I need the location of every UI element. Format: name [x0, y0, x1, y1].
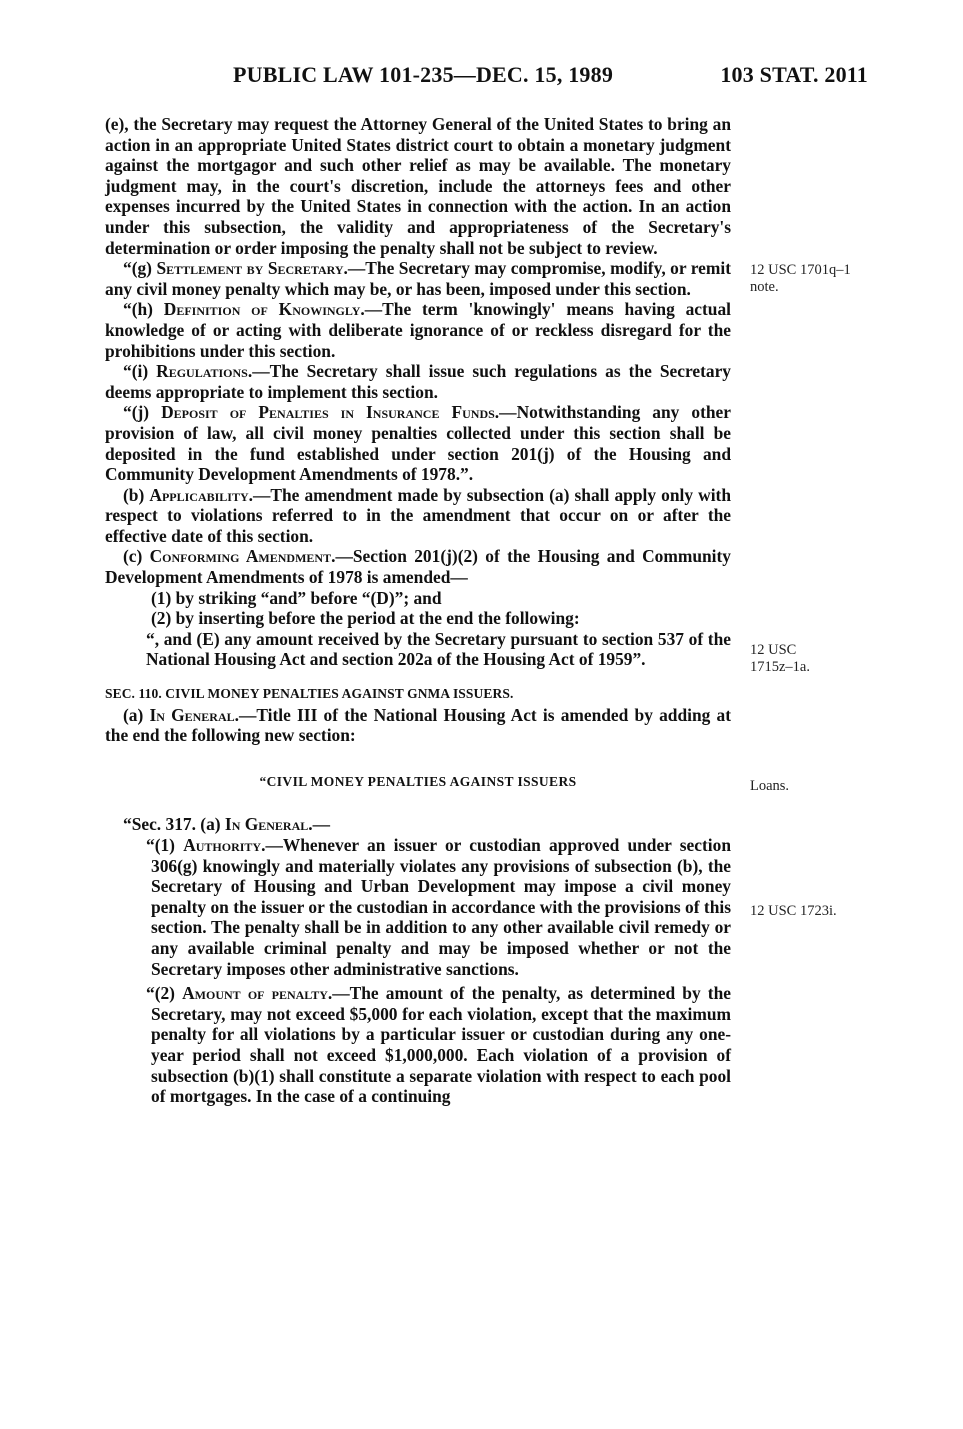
margin-note-usc-1723i: 12 USC 1723i. [750, 903, 837, 919]
paragraph-continuation: (e), the Secretary may request the Attorney General of the United States to bring an action in an appropriate United States district court to obtain a monetary judgment against the mortgagor and such other relief as may be available. The monetary judgment may, in the court's discretion, include the attorneys fees and other expenses incurred by the United States in connection with the action. In an action under this subsection, the validity and appropriateness of the Secretary's determination or order imposing the penalty shall not be subject to review. [105, 114, 731, 258]
paragraph-c2-quote: “, and (E) any amount received by the Secretary pursuant to section 537 of the National Housing Act and section 202a of the Housing Act of 1959”. [146, 628, 731, 670]
section-317-dash: — [312, 814, 330, 835]
paragraph-317-1-label: “(1) [146, 835, 184, 855]
subsection-i-text: —The Secretary shall issue such regulations as the Secretary deems appropriate to implement this section. [105, 361, 731, 402]
paragraph-317-1-text: —Whenever an issuer or custodian approved under section 306(g) knowingly and materially violates any provisions of subsection (b), the Secretary of Housing and Urban Development may impose a civil money penalty on the issuer or the custodian in accordance with the provisions of this section. The penalty shall be in addition to any other available civil remedy or any available criminal penalty and may be imposed whether or not the Secretary imposes other administrative sanctions. [151, 835, 731, 979]
section-317-label: “Sec. 317. (a) [123, 814, 225, 835]
subsection-i-label: “(i) [123, 361, 157, 382]
page-header [105, 62, 868, 94]
section-110-heading: SEC. 110. CIVIL MONEY PENALTIES AGAINST GNMA ISSUERS. [105, 686, 514, 702]
header-stat-page: 103 STAT. 2011 [720, 62, 868, 87]
subsection-b [105, 485, 731, 547]
subsection-i [105, 361, 731, 402]
subsection-b-heading: Applicability. [149, 484, 253, 505]
paragraph-317-2-label: “(2) [146, 983, 183, 1004]
subsection-c [105, 546, 731, 587]
paragraph-317-2-heading: Amount of penalty. [182, 983, 333, 1004]
paragraph-c2: (2) by inserting before the period at the end the following: [151, 608, 580, 629]
header-title: PUBLIC LAW 101-235—DEC. 15, 1989 [233, 62, 614, 87]
subsection-b-text: —The amendment made by subsection (a) shall apply only with respect to violations referred to in the amendment that occur on or after the effective date of this section. [105, 484, 732, 546]
margin-note-usc-1715z: 12 USC 1715z–1a. [750, 642, 810, 675]
section-317-heading: In General. [224, 814, 313, 835]
new-section-heading: “CIVIL MONEY PENALTIES AGAINST ISSUERS [259, 773, 577, 789]
subsection-c-heading: Conforming Amendment. [149, 546, 336, 567]
margin-note-usc-1701q: 12 USC 1701q–1 note. [750, 262, 851, 295]
subsection-g [105, 258, 731, 299]
subsection-j-text: —Notwithstanding any other provision of law, all civil money penalties collected under this section shall be deposited in the fund established under section 201(j) of the Housing and Community Development Amendments of 1978.”. [105, 402, 731, 485]
subsection-b-label: (b) [123, 484, 150, 505]
document-body [105, 114, 731, 1107]
subsection-h-heading: Definition of Knowingly. [163, 299, 365, 320]
subsection-c-label: (c) [123, 546, 150, 567]
margin-note-loans: Loans. [750, 778, 790, 794]
subsection-g-heading: Settlement by Secretary. [156, 258, 348, 279]
subsection-a-heading: In General. [149, 704, 239, 725]
subsection-c-text: —Section 201(j)(2) of the Housing and Community Development Amendments of 1978 is amended— [105, 546, 731, 588]
paragraph-317-1 [105, 835, 731, 979]
subsection-a-text: —Title III of the National Housing Act is amended by adding at the end the following new section: [105, 704, 731, 746]
subsection-g-label: “(g) [123, 258, 157, 279]
subsection-j-heading: Deposit of Penalties in Insurance Funds. [161, 402, 500, 423]
subsection-h-label: “(h) [123, 299, 164, 320]
paragraph-317-1-heading: Authority. [183, 835, 266, 855]
subsection-g-text: —The Secretary may compromise, modify, or remit any civil money penalty which may be, or has been, imposed under this section. [105, 258, 732, 299]
subsection-h-text: —The term 'knowingly' means having actual knowledge of or acting with deliberate ignorance of or reckless disregard for the prohibitions under this section. [105, 299, 731, 361]
paragraph-317-2 [105, 983, 731, 1107]
subsection-h [105, 299, 731, 361]
subsection-i-heading: Regulations. [156, 361, 253, 382]
subsection-a [105, 705, 731, 746]
subsection-a-label: (a) [123, 704, 150, 725]
paragraph-317-2-text: —The amount of the penalty, as determined by the Secretary, may not exceed $5,000 for each violation, except that the maximum penalty for all violations by a particular issuer or custodian during any one-year period shall not exceed $1,000,000. Each violation of a provision of subsection (b)(1) shall constitute a separate violation with respect to each pool of mortgages. In the case of a continuing [151, 983, 731, 1107]
section-317-intro [105, 814, 731, 835]
subsection-j-label: “(j) [123, 402, 162, 423]
paragraph-c1: (1) by striking “and” before “(D)”; and [151, 587, 442, 608]
subsection-j [105, 402, 731, 484]
